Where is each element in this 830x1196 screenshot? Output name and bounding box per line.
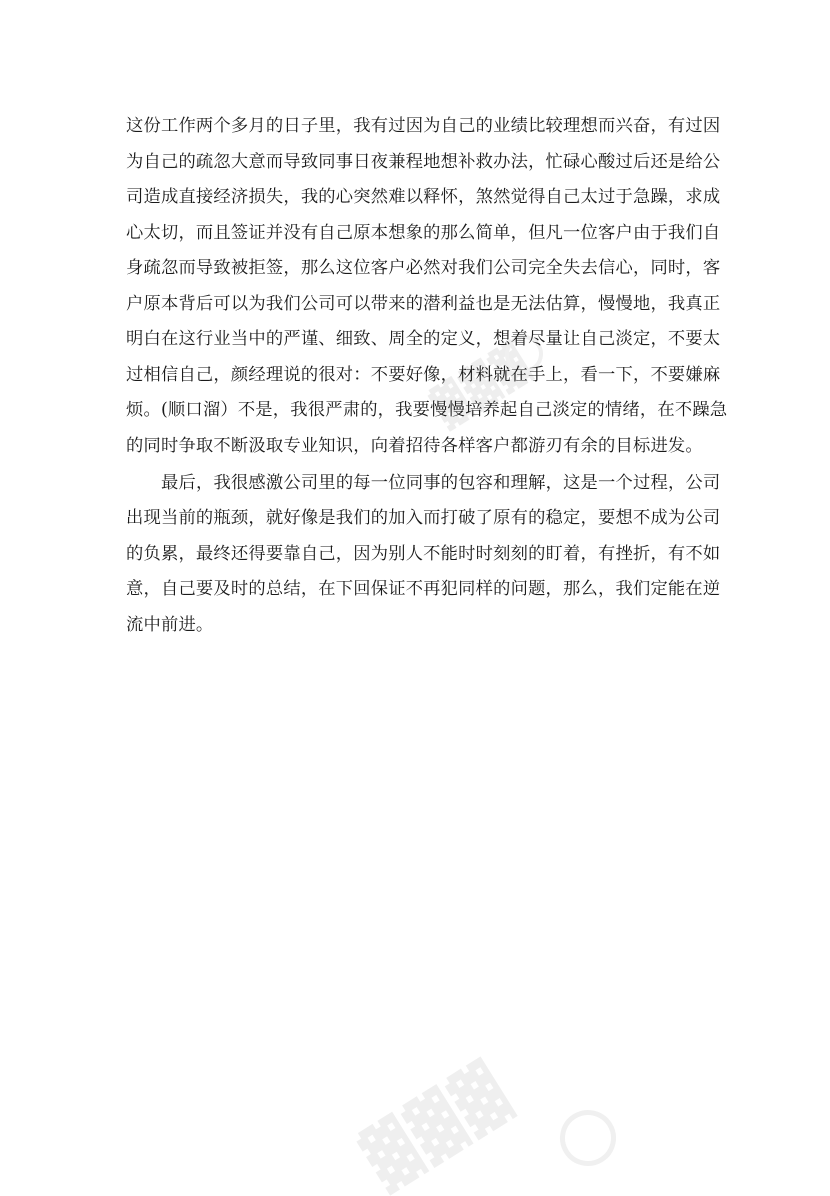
watermark-badge-icon (549, 1099, 626, 1176)
watermark-text: ▓▓▓ (425, 337, 539, 433)
paragraph-2 (126, 466, 721, 644)
text-line: 的负累，最终还得要靠自己，因为别人不能时时刻刻的盯着，有挫折，有不如 (126, 543, 721, 564)
text-line: 这份工作两个多月的日子里，我有过因为自己的业绩比较理想而兴奋，有过因 (126, 116, 721, 136)
text-line: 户原本背后可以为我们公司可以带来的潜利益也是无法估算，慢慢地，我真正 (126, 293, 721, 314)
text-line: 为自己的疏忽大意而导致同事日夜兼程地想补救办法，忙碌心酸过后还是给公 (126, 151, 721, 172)
text-line: 司造成直接经济损失，我的心突然难以释怀，煞然觉得自己太过于急躁，求成 (126, 187, 721, 207)
watermark-text: ▓▓▓ (353, 1053, 524, 1196)
text-line: 明白在这行业当中的严谨、细致、周全的定义，想着尽量让自己淡定，不要太 (126, 329, 721, 349)
paragraph-1 (126, 109, 728, 464)
text-line: 意，自己要及时的总结，在下回保证不再犯同样的问题，那么，我们定能在逆 (126, 579, 721, 599)
text-line: 身疏忽而导致被拒签，那么这位客户必然对我们公司完全失去信心，同时，客 (126, 258, 721, 278)
text-line: 过相信自己，颜经理说的很对：不要好像，材料就在手上，看一下，不要嫌麻 (126, 364, 721, 385)
text-line: 的同时争取不断汲取专业知识，向着招待各样客户都游刃有余的目标进发。 (126, 435, 703, 456)
text-line: 烦。(顺口溜）不是，我很严肃的，我要慢慢培养起自己淡定的情绪，在不躁急 (126, 400, 728, 420)
text-line: 心太切，而且签证并没有自己原本想象的那么简单，但凡一位客户由于我们自 (126, 222, 721, 243)
document-body (126, 109, 728, 643)
text-line: 最后，我很感激公司里的每一位同事的包容和理解，这是一个过程，公司 (161, 472, 721, 493)
text-line: 流中前进。 (126, 614, 214, 635)
text-line: 出现当前的瓶颈，就好像是我们的加入而打破了原有的稳定，要想不成为公司 (126, 508, 721, 528)
